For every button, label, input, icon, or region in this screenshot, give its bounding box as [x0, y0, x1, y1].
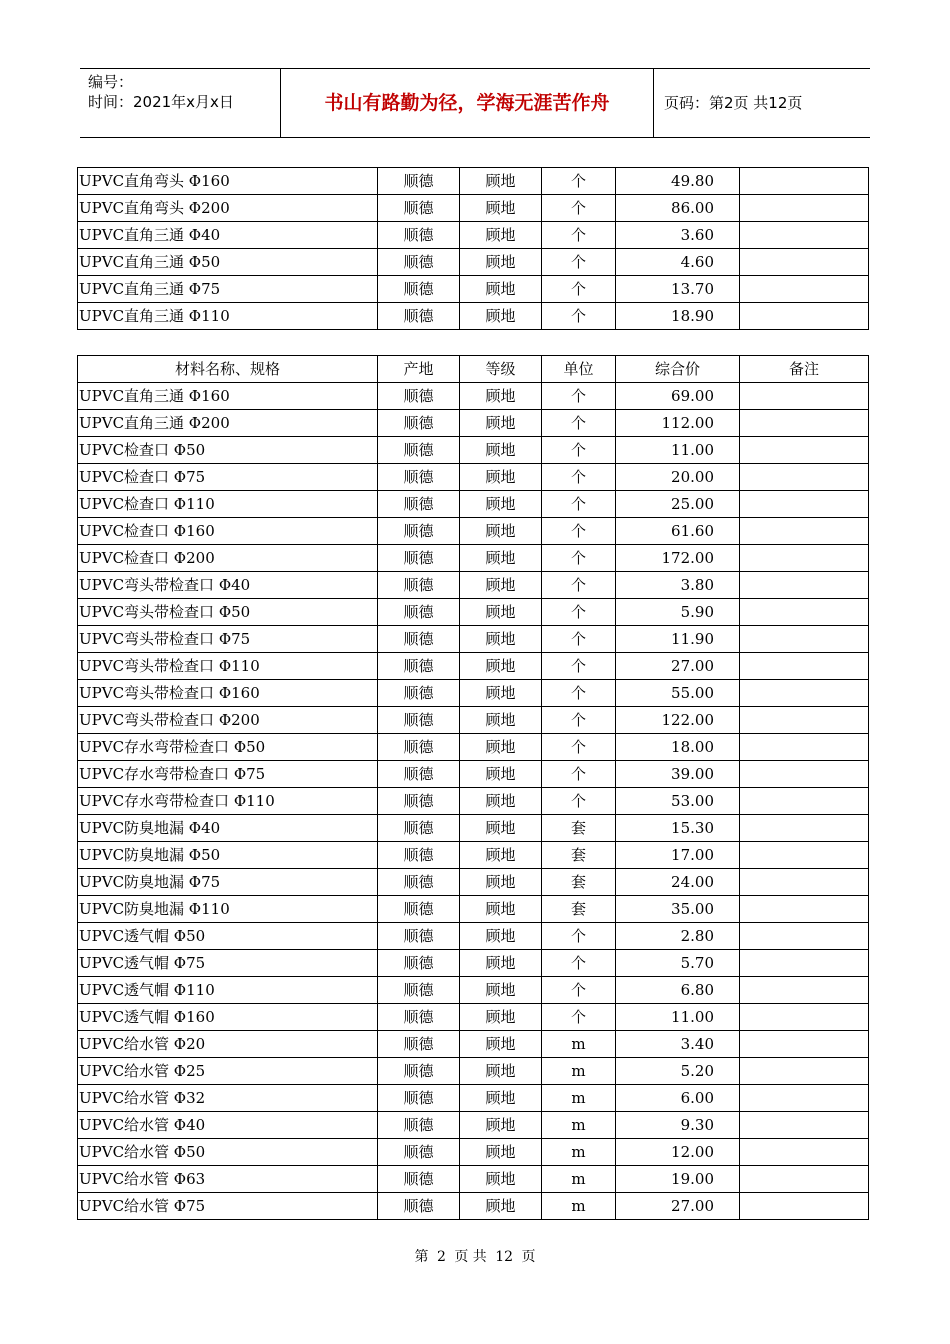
- page-header: [80, 68, 870, 138]
- table-row: [78, 869, 869, 896]
- cell-price: 112.00: [616, 410, 740, 437]
- cell-note: [740, 276, 869, 303]
- table-row: [78, 276, 869, 303]
- cell-name: UPVC给水管 Φ75: [78, 1193, 378, 1220]
- cell-price: 18.00: [616, 734, 740, 761]
- cell-price: 9.30: [616, 1112, 740, 1139]
- cell-note: [740, 923, 869, 950]
- cell-grade: 顾地: [460, 707, 542, 734]
- cell-origin: 顺德: [378, 680, 460, 707]
- table-row: [78, 464, 869, 491]
- cell-price: 6.00: [616, 1085, 740, 1112]
- col-header-unit: 单位: [542, 356, 616, 383]
- cell-price: 4.60: [616, 249, 740, 276]
- cell-grade: 顾地: [460, 222, 542, 249]
- table-row: [78, 599, 869, 626]
- cell-price: 172.00: [616, 545, 740, 572]
- cell-unit: 个: [542, 518, 616, 545]
- cell-note: [740, 842, 869, 869]
- cell-note: [740, 168, 869, 195]
- cell-origin: 顺德: [378, 761, 460, 788]
- cell-price: 3.60: [616, 222, 740, 249]
- cell-unit: 个: [542, 168, 616, 195]
- cell-grade: 顾地: [460, 464, 542, 491]
- cell-price: 17.00: [616, 842, 740, 869]
- cell-origin: 顺德: [378, 195, 460, 222]
- cell-note: [740, 1139, 869, 1166]
- cell-price: 69.00: [616, 383, 740, 410]
- table-row: [78, 437, 869, 464]
- cell-price: 15.30: [616, 815, 740, 842]
- cell-note: [740, 437, 869, 464]
- cell-note: [740, 761, 869, 788]
- cell-name: UPVC透气帽 Φ160: [78, 1004, 378, 1031]
- cell-unit: 套: [542, 896, 616, 923]
- table-row: [78, 707, 869, 734]
- cell-origin: 顺德: [378, 599, 460, 626]
- footer-prefix: 第: [414, 1249, 429, 1265]
- cell-unit: 个: [542, 734, 616, 761]
- cell-note: [740, 734, 869, 761]
- cell-note: [740, 491, 869, 518]
- table-row: [78, 491, 869, 518]
- cell-note: [740, 1004, 869, 1031]
- cell-name: UPVC检查口 Φ160: [78, 518, 378, 545]
- cell-grade: 顾地: [460, 896, 542, 923]
- cell-unit: 个: [542, 761, 616, 788]
- cell-unit: 个: [542, 276, 616, 303]
- cell-name: UPVC弯头带检查口 Φ40: [78, 572, 378, 599]
- cell-name: UPVC给水管 Φ63: [78, 1166, 378, 1193]
- cell-origin: 顺德: [378, 276, 460, 303]
- cell-price: 6.80: [616, 977, 740, 1004]
- cell-price: 3.40: [616, 1031, 740, 1058]
- cell-name: UPVC防臭地漏 Φ75: [78, 869, 378, 896]
- cell-name: UPVC存水弯带检查口 Φ75: [78, 761, 378, 788]
- cell-origin: 顺德: [378, 707, 460, 734]
- cell-unit: 个: [542, 788, 616, 815]
- header-motto: 书山有路勤为径，学海无涯苦作舟: [281, 69, 654, 137]
- cell-origin: 顺德: [378, 896, 460, 923]
- cell-grade: 顾地: [460, 977, 542, 1004]
- cell-name: UPVC给水管 Φ20: [78, 1031, 378, 1058]
- cell-grade: 顾地: [460, 653, 542, 680]
- cell-name: UPVC检查口 Φ75: [78, 464, 378, 491]
- cell-price: 18.90: [616, 303, 740, 330]
- cell-note: [740, 1112, 869, 1139]
- cell-unit: 套: [542, 815, 616, 842]
- page-footer: [0, 1246, 950, 1266]
- cell-name: UPVC存水弯带检查口 Φ50: [78, 734, 378, 761]
- cell-grade: 顾地: [460, 195, 542, 222]
- cell-note: [740, 680, 869, 707]
- cell-name: UPVC弯头带检查口 Φ200: [78, 707, 378, 734]
- cell-note: [740, 1058, 869, 1085]
- cell-name: UPVC给水管 Φ50: [78, 1139, 378, 1166]
- cell-name: UPVC直角三通 Φ200: [78, 410, 378, 437]
- cell-origin: 顺德: [378, 410, 460, 437]
- col-header-grade: 等级: [460, 356, 542, 383]
- cell-name: UPVC给水管 Φ40: [78, 1112, 378, 1139]
- table-row: [78, 626, 869, 653]
- cell-origin: 顺德: [378, 572, 460, 599]
- footer-total-pages: 12: [495, 1249, 514, 1265]
- cell-name: UPVC给水管 Φ32: [78, 1085, 378, 1112]
- cell-origin: 顺德: [378, 950, 460, 977]
- cell-unit: 个: [542, 222, 616, 249]
- footer-suffix: 页: [521, 1249, 536, 1265]
- cell-grade: 顾地: [460, 599, 542, 626]
- cell-unit: m: [542, 1085, 616, 1112]
- col-header-price: 综合价: [616, 356, 740, 383]
- cell-note: [740, 626, 869, 653]
- number-label: 编号：: [88, 73, 134, 91]
- cell-price: 11.90: [616, 626, 740, 653]
- cell-grade: 顾地: [460, 545, 542, 572]
- cell-price: 5.20: [616, 1058, 740, 1085]
- table-row: [78, 249, 869, 276]
- cell-price: 5.70: [616, 950, 740, 977]
- cell-origin: 顺德: [378, 1166, 460, 1193]
- footer-page-number: 2: [436, 1249, 446, 1265]
- cell-grade: 顾地: [460, 303, 542, 330]
- cell-unit: 个: [542, 977, 616, 1004]
- cell-unit: 套: [542, 869, 616, 896]
- table-row: [78, 410, 869, 437]
- cell-grade: 顾地: [460, 572, 542, 599]
- cell-note: [740, 383, 869, 410]
- cell-note: [740, 1193, 869, 1220]
- cell-price: 53.00: [616, 788, 740, 815]
- cell-origin: 顺德: [378, 518, 460, 545]
- price-table: [77, 355, 869, 1220]
- cell-grade: 顾地: [460, 1004, 542, 1031]
- cell-note: [740, 464, 869, 491]
- cell-note: [740, 195, 869, 222]
- cell-price: 86.00: [616, 195, 740, 222]
- cell-origin: 顺德: [378, 383, 460, 410]
- cell-unit: m: [542, 1139, 616, 1166]
- cell-note: [740, 977, 869, 1004]
- cell-note: [740, 950, 869, 977]
- cell-unit: 个: [542, 437, 616, 464]
- cell-price: 11.00: [616, 1004, 740, 1031]
- cell-name: UPVC防臭地漏 Φ110: [78, 896, 378, 923]
- cell-name: UPVC直角三通 Φ75: [78, 276, 378, 303]
- table-row: [78, 896, 869, 923]
- cell-origin: 顺德: [378, 1139, 460, 1166]
- cell-price: 2.80: [616, 923, 740, 950]
- cell-note: [740, 572, 869, 599]
- cell-grade: 顾地: [460, 950, 542, 977]
- cell-note: [740, 869, 869, 896]
- cell-unit: 个: [542, 195, 616, 222]
- cell-grade: 顾地: [460, 276, 542, 303]
- cell-unit: 个: [542, 249, 616, 276]
- table-row: [78, 788, 869, 815]
- cell-unit: 个: [542, 410, 616, 437]
- cell-name: UPVC存水弯带检查口 Φ110: [78, 788, 378, 815]
- cell-name: UPVC直角三通 Φ110: [78, 303, 378, 330]
- table-row: [78, 653, 869, 680]
- cell-note: [740, 896, 869, 923]
- table-row: [78, 950, 869, 977]
- cell-grade: 顾地: [460, 869, 542, 896]
- cell-origin: 顺德: [378, 437, 460, 464]
- price-table-body: [78, 383, 869, 1220]
- cell-price: 55.00: [616, 680, 740, 707]
- cell-grade: 顾地: [460, 1031, 542, 1058]
- cell-unit: 个: [542, 599, 616, 626]
- cell-origin: 顺德: [378, 464, 460, 491]
- table-row: [78, 977, 869, 1004]
- cell-note: [740, 1166, 869, 1193]
- cell-name: UPVC透气帽 Φ75: [78, 950, 378, 977]
- cell-note: [740, 1085, 869, 1112]
- cell-name: UPVC直角三通 Φ160: [78, 383, 378, 410]
- table-row: [78, 518, 869, 545]
- cell-grade: 顾地: [460, 734, 542, 761]
- cell-unit: m: [542, 1058, 616, 1085]
- cell-note: [740, 599, 869, 626]
- cell-note: [740, 707, 869, 734]
- table-row: [78, 222, 869, 249]
- cell-grade: 顾地: [460, 626, 542, 653]
- header-meta: [80, 69, 281, 137]
- table-header-row: [78, 356, 869, 383]
- cell-origin: 顺德: [378, 1004, 460, 1031]
- cell-price: 39.00: [616, 761, 740, 788]
- cell-grade: 顾地: [460, 788, 542, 815]
- cell-grade: 顾地: [460, 383, 542, 410]
- table-row: [78, 1085, 869, 1112]
- footer-mid: 页 共: [454, 1249, 487, 1265]
- cell-grade: 顾地: [460, 1112, 542, 1139]
- cell-origin: 顺德: [378, 1112, 460, 1139]
- cell-grade: 顾地: [460, 923, 542, 950]
- header-page-info: 页码：第2页 共12页: [664, 94, 803, 112]
- table-row: [78, 761, 869, 788]
- cell-name: UPVC防臭地漏 Φ40: [78, 815, 378, 842]
- cell-note: [740, 815, 869, 842]
- table-row: [78, 842, 869, 869]
- cell-name: UPVC检查口 Φ200: [78, 545, 378, 572]
- cell-unit: 个: [542, 572, 616, 599]
- cell-name: UPVC直角弯头 Φ160: [78, 168, 378, 195]
- col-header-name: 材料名称、规格: [78, 356, 378, 383]
- cell-grade: 顾地: [460, 518, 542, 545]
- table-row: [78, 923, 869, 950]
- table-row: [78, 303, 869, 330]
- cell-price: 61.60: [616, 518, 740, 545]
- date-label: 时间：2021年x月x日: [88, 93, 234, 111]
- cell-price: 12.00: [616, 1139, 740, 1166]
- cell-origin: 顺德: [378, 545, 460, 572]
- cell-price: 19.00: [616, 1166, 740, 1193]
- cell-note: [740, 1031, 869, 1058]
- cell-grade: 顾地: [460, 491, 542, 518]
- cell-price: 20.00: [616, 464, 740, 491]
- cell-origin: 顺德: [378, 1193, 460, 1220]
- table-row: [78, 168, 869, 195]
- cell-name: UPVC直角三通 Φ40: [78, 222, 378, 249]
- cell-grade: 顾地: [460, 437, 542, 464]
- cell-note: [740, 788, 869, 815]
- cell-grade: 顾地: [460, 1193, 542, 1220]
- cell-note: [740, 303, 869, 330]
- cell-grade: 顾地: [460, 1085, 542, 1112]
- cell-unit: 个: [542, 464, 616, 491]
- cell-price: 3.80: [616, 572, 740, 599]
- cell-note: [740, 653, 869, 680]
- cell-grade: 顾地: [460, 1058, 542, 1085]
- cell-name: UPVC弯头带检查口 Φ75: [78, 626, 378, 653]
- cell-price: 5.90: [616, 599, 740, 626]
- cell-name: UPVC检查口 Φ50: [78, 437, 378, 464]
- cell-price: 122.00: [616, 707, 740, 734]
- cell-origin: 顺德: [378, 842, 460, 869]
- cell-name: UPVC弯头带检查口 Φ50: [78, 599, 378, 626]
- cell-unit: 个: [542, 383, 616, 410]
- table-row: [78, 1112, 869, 1139]
- cell-name: UPVC防臭地漏 Φ50: [78, 842, 378, 869]
- cell-note: [740, 249, 869, 276]
- table-row: [78, 1004, 869, 1031]
- cell-price: 27.00: [616, 653, 740, 680]
- table-row: [78, 1166, 869, 1193]
- table-row: [78, 815, 869, 842]
- cell-unit: m: [542, 1193, 616, 1220]
- table-row: [78, 1058, 869, 1085]
- cell-unit: 个: [542, 707, 616, 734]
- price-table-continued: [77, 167, 869, 330]
- col-header-origin: 产地: [378, 356, 460, 383]
- table-row: [78, 545, 869, 572]
- cell-grade: 顾地: [460, 761, 542, 788]
- cell-origin: 顺德: [378, 222, 460, 249]
- cell-unit: m: [542, 1112, 616, 1139]
- table-row: [78, 195, 869, 222]
- cell-origin: 顺德: [378, 788, 460, 815]
- cell-unit: 个: [542, 303, 616, 330]
- cell-note: [740, 410, 869, 437]
- cell-grade: 顾地: [460, 1166, 542, 1193]
- cell-grade: 顾地: [460, 410, 542, 437]
- cell-origin: 顺德: [378, 249, 460, 276]
- cell-origin: 顺德: [378, 1031, 460, 1058]
- cell-unit: 个: [542, 680, 616, 707]
- cell-unit: 个: [542, 545, 616, 572]
- cell-note: [740, 545, 869, 572]
- cell-origin: 顺德: [378, 977, 460, 1004]
- table-row: [78, 1193, 869, 1220]
- cell-grade: 顾地: [460, 815, 542, 842]
- cell-origin: 顺德: [378, 815, 460, 842]
- cell-price: 13.70: [616, 276, 740, 303]
- cell-name: UPVC检查口 Φ110: [78, 491, 378, 518]
- cell-price: 35.00: [616, 896, 740, 923]
- cell-unit: 个: [542, 653, 616, 680]
- cell-unit: 个: [542, 923, 616, 950]
- cell-note: [740, 222, 869, 249]
- table-row: [78, 572, 869, 599]
- cell-unit: 个: [542, 626, 616, 653]
- cell-origin: 顺德: [378, 168, 460, 195]
- cell-price: 11.00: [616, 437, 740, 464]
- cell-name: UPVC直角弯头 Φ200: [78, 195, 378, 222]
- cell-origin: 顺德: [378, 734, 460, 761]
- cell-unit: 个: [542, 950, 616, 977]
- cell-grade: 顾地: [460, 1139, 542, 1166]
- cell-price: 49.80: [616, 168, 740, 195]
- cell-grade: 顾地: [460, 842, 542, 869]
- cell-origin: 顺德: [378, 1085, 460, 1112]
- cell-unit: m: [542, 1031, 616, 1058]
- cell-grade: 顾地: [460, 249, 542, 276]
- cell-price: 25.00: [616, 491, 740, 518]
- col-header-note: 备注: [740, 356, 869, 383]
- table-row: [78, 383, 869, 410]
- cell-name: UPVC直角三通 Φ50: [78, 249, 378, 276]
- cell-origin: 顺德: [378, 923, 460, 950]
- cell-origin: 顺德: [378, 653, 460, 680]
- table-row: [78, 1139, 869, 1166]
- table-row: [78, 734, 869, 761]
- cell-origin: 顺德: [378, 491, 460, 518]
- cell-note: [740, 518, 869, 545]
- cell-grade: 顾地: [460, 168, 542, 195]
- cell-origin: 顺德: [378, 869, 460, 896]
- table-row: [78, 1031, 869, 1058]
- cell-price: 24.00: [616, 869, 740, 896]
- cell-name: UPVC透气帽 Φ50: [78, 923, 378, 950]
- cell-name: UPVC弯头带检查口 Φ160: [78, 680, 378, 707]
- cell-unit: 个: [542, 1004, 616, 1031]
- cell-unit: 套: [542, 842, 616, 869]
- price-table-continued-body: [78, 168, 869, 330]
- cell-origin: 顺德: [378, 303, 460, 330]
- cell-name: UPVC弯头带检查口 Φ110: [78, 653, 378, 680]
- cell-name: UPVC透气帽 Φ110: [78, 977, 378, 1004]
- cell-unit: m: [542, 1166, 616, 1193]
- cell-origin: 顺德: [378, 1058, 460, 1085]
- cell-price: 27.00: [616, 1193, 740, 1220]
- cell-name: UPVC给水管 Φ25: [78, 1058, 378, 1085]
- table-row: [78, 680, 869, 707]
- cell-unit: 个: [542, 491, 616, 518]
- cell-grade: 顾地: [460, 680, 542, 707]
- cell-origin: 顺德: [378, 626, 460, 653]
